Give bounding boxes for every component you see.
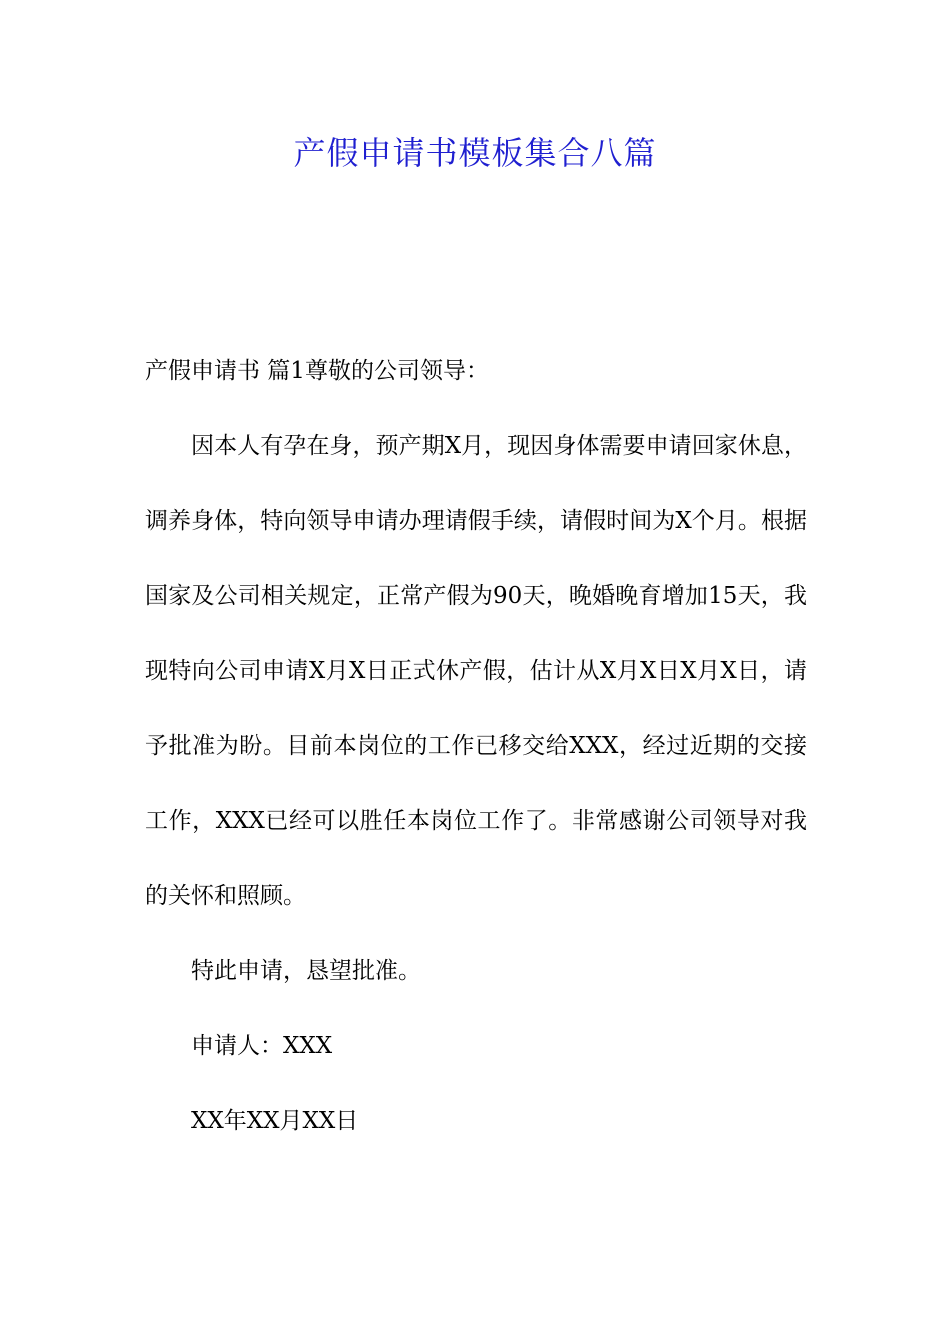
heading-line: 产假申请书 篇1尊敬的公司领导： — [145, 358, 489, 384]
applicant-line: 申请人：XXX — [191, 1033, 333, 1059]
date-line: XX年XX月XX日 — [191, 1108, 359, 1134]
closing-line: 特此申请，恳望批准。 — [191, 958, 421, 984]
main-paragraph: 因本人有孕在身，预产期X月，现因身体需要申请回家休息，调养身体，特向领导申请办理请假手续，请假时间为X个月。根据国家及公司相关规定，正常产假为90天，晚婚晚育增加15天，我现特向公司申请X月X日正式休产假，估计从X月X日X月X日，请予批准为盼。目前本岗位的工作已移交给XXX，经过近期的交接工作，XXX已经可以胜任本岗位工作了。非常感谢公司领导对我的关怀和照顾。 — [145, 433, 807, 909]
document-body — [145, 334, 807, 1159]
document-title: 产假申请书模板集合八篇 — [293, 134, 657, 172]
